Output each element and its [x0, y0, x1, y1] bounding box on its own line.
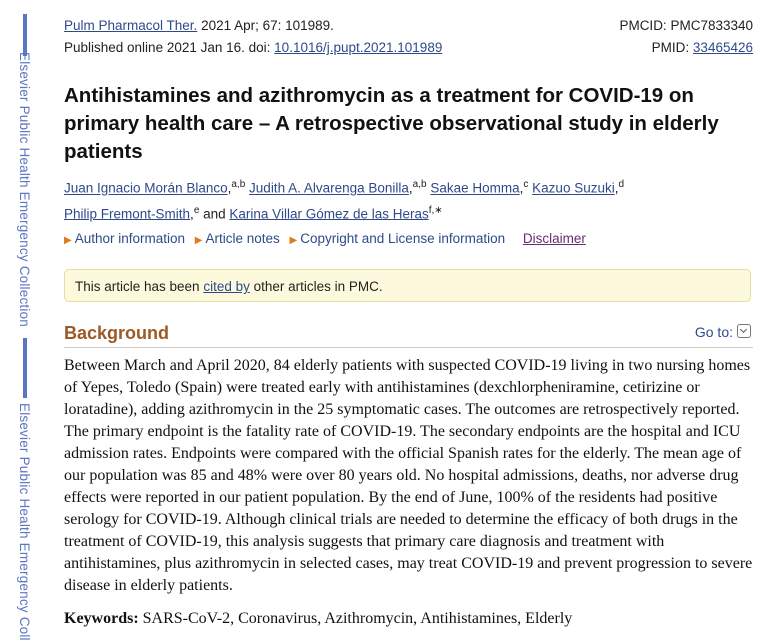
article-info-links [64, 231, 586, 246]
author-link[interactable]: Sakae Homma [430, 180, 520, 196]
author-information-label: Author information [74, 231, 186, 246]
sidebar-collection-label-repeat[interactable]: Elsevier Public Health Emergency Coll [17, 403, 32, 641]
sidebar-bar-top [23, 14, 27, 56]
copyright-toggle[interactable] [290, 231, 506, 246]
copyright-label: Copyright and License information [300, 231, 506, 246]
author-link[interactable]: Judith A. Alvarenga Bonilla [249, 180, 409, 196]
pmid-block [652, 40, 753, 55]
goto-menu[interactable] [695, 324, 751, 340]
cited-suffix: other articles in PMC. [249, 279, 383, 294]
triangle-right-icon: ▶ [289, 235, 298, 246]
author-affiliation[interactable]: a,b [412, 179, 427, 190]
author-separator: and [199, 206, 230, 221]
citation-details: 2021 Apr; 67: 101989. [197, 18, 334, 33]
author-information-toggle[interactable] [64, 231, 185, 246]
journal-link[interactable]: Pulm Pharmacol Ther. [64, 18, 198, 33]
citation-row [64, 18, 753, 33]
keywords-text: SARS-CoV-2, Coronavirus, Azithromycin, Antihistamines, Elderly [138, 610, 573, 627]
author-list: Juan Ignacio Morán Blanco,$^{a,b}$ Judith A. Alvarenga Bonilla,$^{a,b}$ Sakae Homma,$^c$ Kazuo Suzuki,$^d$ Philip Fremont-Smith,$^e$ and Karina Villar Gómez de las Heras$^{f,∗}$ [64, 179, 625, 221]
article-notes-toggle[interactable] [195, 231, 280, 246]
cited-by-link[interactable]: cited by [203, 279, 250, 294]
author-affiliation[interactable]: e [193, 204, 200, 216]
cited-by-notice [64, 269, 751, 302]
sidebar-collection-label[interactable]: Elsevier Public Health Emergency Collection [17, 52, 32, 327]
keywords-row [64, 608, 753, 630]
published-row [64, 40, 753, 55]
keywords-label: Keywords: [64, 610, 139, 627]
abstract-text: Between March and April 2020, 84 elderly patients with suspected COVID-19 living in two nursing homes of Yepes, Toledo (Spain) were treated early with antihistamines (dexchlorpheniramine, cetirizine or loratadine), adding azithromycin in the 25 symptomatic cases. The outcomes are retrospectively reported. The primary endpoint is the fatality rate of COVID-19. The secondary endpoints are the hospital and ICU admission rates. Endpoints were compared with the official Spanish rates for the elderly. The mean age of our population was 85 and 48% were over 80 years old. No hospital admissions, deaths, nor adverse drug effects were reported in our patient population. By the end of June, 100% of the residents had positive serology for COVID-19. Although clinical trials are needed to determine the efficacy of both drugs in the treatment of COVID-19, this analysis suggests that primary care diagnosis and treatment with antihistamines, plus azithromycin in selected cases, may treat COVID-19 and prevent progression to severe disease in elderly patients. [64, 357, 753, 594]
article-notes-label: Article notes [205, 231, 280, 246]
author-affiliation[interactable]: f,∗ [428, 204, 443, 216]
author-affiliation[interactable]: c [523, 179, 529, 190]
goto-label: Go to: [694, 324, 733, 340]
section-header [64, 321, 753, 348]
article-title: Antihistamines and azithromycin as a treatment for COVID-19 on primary health care – A retrospective observational study in elderly patients [64, 84, 719, 163]
author-link[interactable]: Philip Fremont-Smith [64, 206, 191, 221]
author-affiliation[interactable]: a,b [231, 179, 246, 190]
author-link[interactable]: Kazuo Suzuki [532, 180, 615, 196]
doi-link[interactable]: 10.1016/j.pupt.2021.101989 [274, 40, 443, 55]
section-heading: Background [64, 323, 170, 343]
collection-sidebar [0, 0, 50, 640]
author-link[interactable]: Karina Villar Gómez de las Heras [229, 206, 429, 221]
author-affiliation[interactable]: d [618, 179, 625, 190]
author-link[interactable]: Juan Ignacio Morán Blanco [64, 180, 228, 196]
disclaimer-link[interactable]: Disclaimer [522, 231, 586, 246]
cited-prefix: This article has been [75, 279, 204, 294]
chevron-down-icon [737, 324, 751, 338]
published-text: Published online 2021 Jan 16. doi: [64, 40, 275, 55]
pmid-link[interactable]: 33465426 [692, 40, 753, 55]
triangle-right-icon: ▶ [64, 235, 72, 246]
pmid-label: PMID: [651, 40, 693, 55]
sidebar-bar-bottom [23, 338, 27, 398]
pmcid: PMCID: PMC7833340 [619, 18, 753, 33]
triangle-right-icon: ▶ [194, 235, 203, 246]
